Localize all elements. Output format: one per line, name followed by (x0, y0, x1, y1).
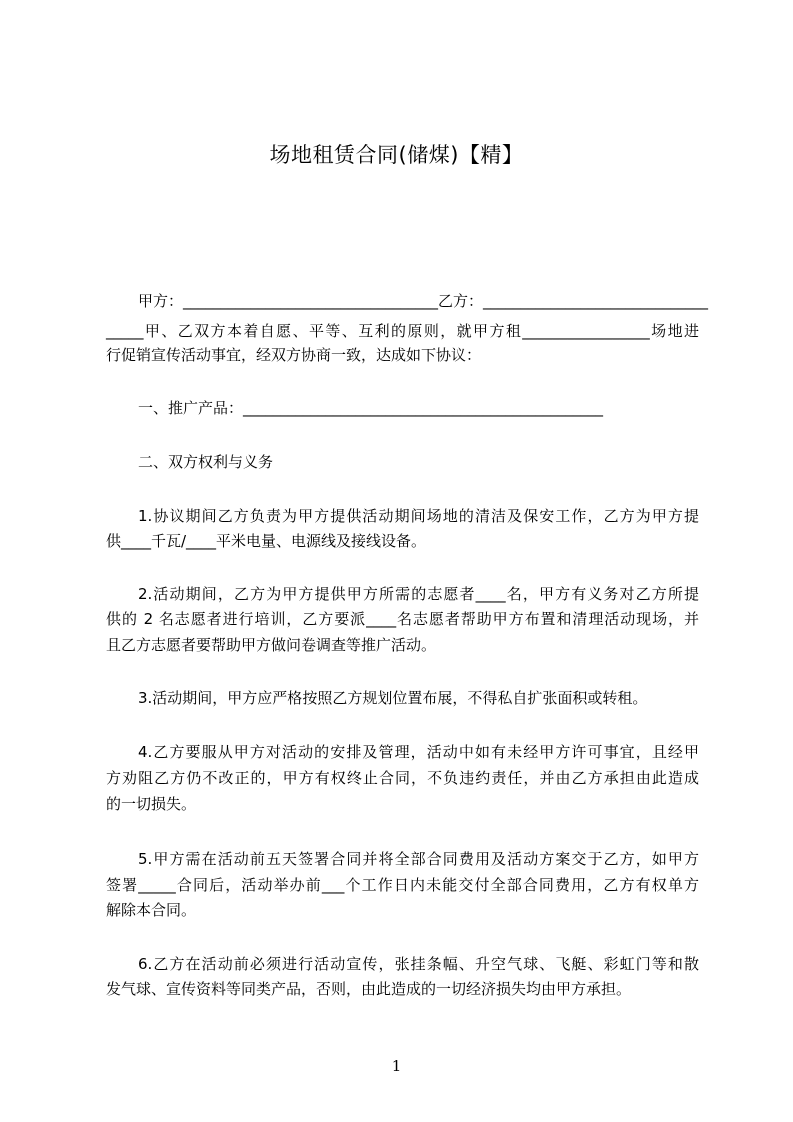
section-heading-rights: 二、双方权利与义务 (138, 453, 274, 471)
section-heading-products: 一、推广产品：________________________________________________ (138, 399, 604, 417)
clause-4-line-3: 的一切损失。 (106, 795, 197, 813)
clause-6-line-1: 6.乙方在活动前必须进行活动宣传，张挂条幅、升空气球、飞艇、彩虹门等和散 (138, 955, 699, 973)
clause-4-line-2: 方劝阻乙方仍不改正的，甲方有权终止合同，不负违约责任，并由乙方承担由此造成 (106, 769, 699, 787)
clause-2-line-3: 且乙方志愿者要帮助甲方做问卷调查等推广活动。 (106, 636, 437, 654)
clause-2-line-2: 供的 2 名志愿者进行培训，乙方要派____名志愿者帮助甲方布置和清理活动现场，并 (106, 610, 699, 628)
clause-5-line-2: 签署_____合同后，活动举办前___个工作日内未能交付全部合同费用，乙方有权单方 (106, 876, 699, 894)
document-title: 场地租赁合同(储煤)【精】 (269, 143, 524, 167)
clause-5-line-1: 5.甲方需在活动前五天签署合同并将全部合同费用及活动方案交于乙方，如甲方 (138, 850, 699, 868)
intro-line-1: _____甲、乙双方本着自愿、平等、互利的原则，就甲方租_________________场地进 (106, 322, 699, 340)
clause-1-line-2: 供____千瓦/____平米电量、电源线及接线设备。 (106, 532, 427, 550)
page-number: 1 (391, 1057, 402, 1075)
clause-5-line-3: 解除本合同。 (106, 901, 197, 919)
parties-line: 甲方：__________________________________乙方：______________________________ (138, 292, 709, 310)
clause-2-line-1: 2.活动期间，乙方为甲方提供甲方所需的志愿者____名，甲方有义务对乙方所提 (138, 585, 699, 603)
clause-4-line-1: 4.乙方要服从甲方对活动的安排及管理，活动中如有未经甲方许可事宜，且经甲 (138, 743, 699, 761)
clause-6-line-2: 发气球、宣传资料等同类产品，否则，由此造成的一切经济损失均由甲方承担。 (106, 980, 632, 998)
clause-3-line-1: 3.活动期间，甲方应严格按照乙方规划位置布展，不得私自扩张面积或转租。 (138, 689, 648, 707)
clause-1-line-1: 1.协议期间乙方负责为甲方提供活动期间场地的清洁及保安工作，乙方为甲方提 (138, 507, 699, 525)
intro-line-2: 行促销宣传活动事宜，经双方协商一致，达成如下协议： (106, 346, 482, 364)
